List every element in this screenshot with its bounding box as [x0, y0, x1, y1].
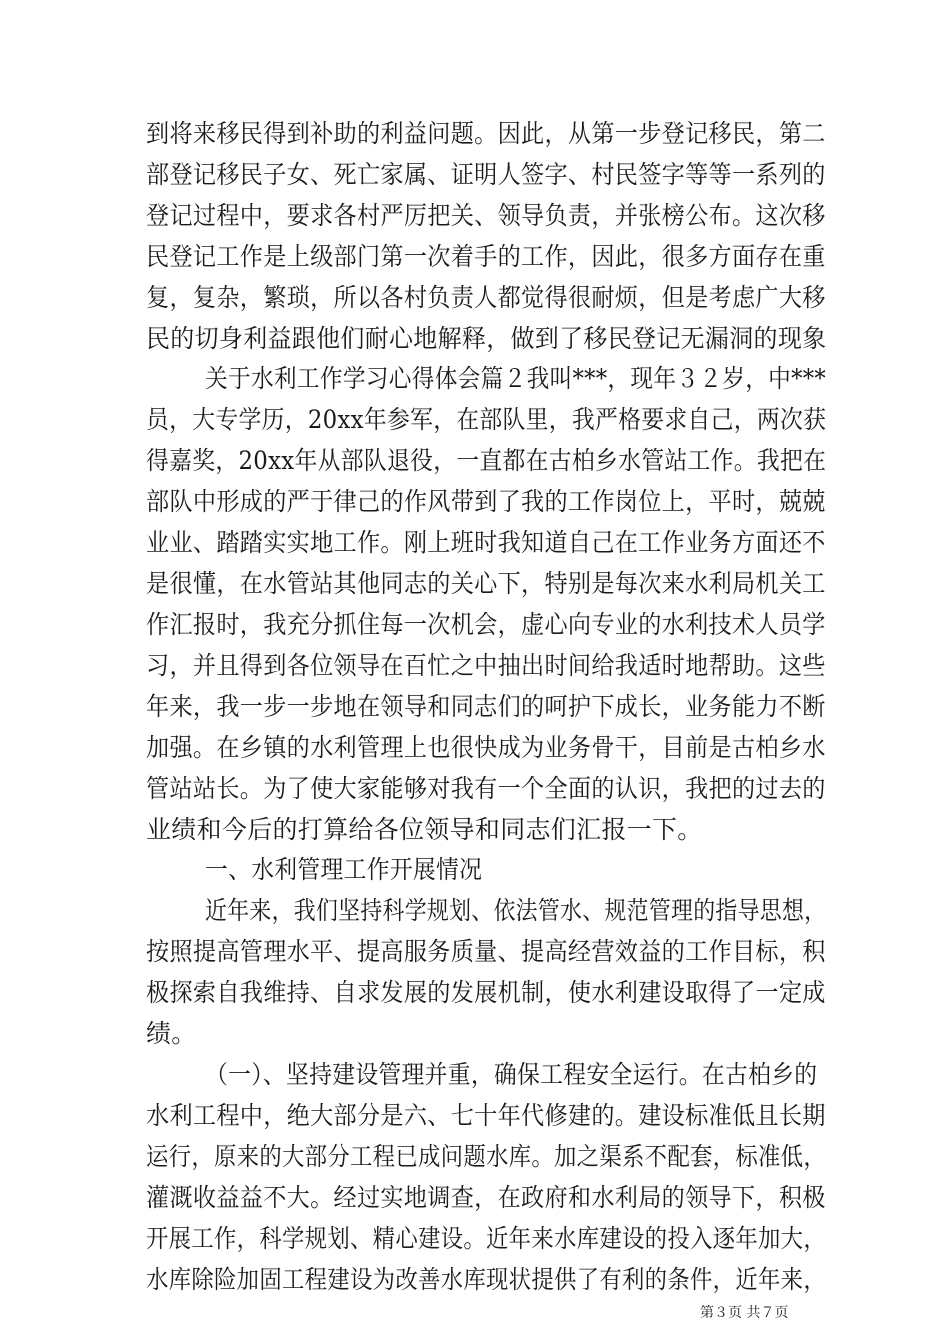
text-line: 业业、踏踏实实地工作。刚上班时我知道自己在工作业务方面还不 — [146, 528, 826, 557]
paragraph-start: （一）、坚持建设管理并重，确保工程安全运行。在古柏乡的 — [205, 1060, 818, 1089]
text-line: 民登记工作是上级部门第一次着手的工作，因此，很多方面存在重 — [146, 242, 826, 271]
text-line: 部队中形成的严于律己的作风带到了我的工作岗位上，平时，兢兢 — [146, 487, 826, 516]
text-line: 业绩和今后的打算给各位领导和同志们汇报一下。 — [146, 815, 703, 844]
text-line: 加强。在乡镇的水利管理上也很快成为业务骨干，目前是古柏乡水 — [146, 733, 826, 762]
text-line: 复，复杂，繁琐，所以各村负责人都觉得很耐烦，但是考虑广大移 — [146, 283, 826, 312]
text-line: 按照提高管理水平、提高服务质量、提高经营效益的工作目标，积 — [146, 937, 826, 966]
text-line: 极探索自我维持、自求发展的发展机制，使水利建设取得了一定成 — [146, 978, 826, 1007]
text-line: 到将来移民得到补助的利益问题。因此，从第一步登记移民，第二 — [146, 119, 826, 148]
text-line: 登记过程中，要求各村严厉把关、领导负责，并张榜公布。这次移 — [146, 201, 826, 230]
text-line: 灌溉收益益不大。经过实地调查，在政府和水利局的领导下，积极 — [146, 1183, 826, 1212]
text-line: 绩。 — [146, 1019, 197, 1048]
page-number: 第３页 共７页 — [700, 1305, 789, 1321]
text-line: 民的切身利益跟他们耐心地解释，做到了移民登记无漏洞的现象 — [146, 324, 827, 353]
text-line: 员，大专学历，20xx年参军，在部队里，我严格要求自己，两次获 — [146, 405, 827, 434]
text-line: 部登记移民子女、死亡家属、证明人签字、村民签字等等一系列的 — [146, 160, 826, 189]
text-line: 开展工作，科学规划、精心建设。近年来水库建设的投入逐年加大， — [146, 1224, 827, 1253]
paragraph-start: 关于水利工作学习心得体会篇２我叫***，现年３２岁，中*** — [205, 364, 827, 393]
section-heading: 一、水利管理工作开展情况 — [205, 855, 483, 884]
text-line: 管站站长。为了使大家能够对我有一个全面的认识，我把的过去的 — [146, 774, 826, 803]
text-line: 年来，我一步一步地在领导和同志们的呵护下成长，业务能力不断 — [146, 692, 826, 721]
paragraph-start: 近年来，我们坚持科学规划、依法管水、规范管理的指导思想， — [205, 896, 827, 925]
text-line: 得嘉奖，20xx年从部队退役，一直都在古柏乡水管站工作。我把在 — [146, 446, 827, 475]
text-line: 作汇报时，我充分抓住每一次机会，虚心向专业的水利技术人员学 — [146, 610, 826, 639]
text-line: 习，并且得到各位领导在百忙之中抽出时间给我适时地帮助。这些 — [146, 651, 826, 680]
text-line: 运行，原来的大部分工程已成问题水库。加之渠系不配套，标准低， — [146, 1142, 827, 1171]
text-line: 水利工程中，绝大部分是六、七十年代修建的。建设标准低且长期 — [146, 1101, 826, 1130]
text-line: 水库除险加固工程建设为改善水库现状提供了有利的条件，近年来， — [146, 1265, 827, 1294]
text-line: 是很懂，在水管站其他同志的关心下，特别是每次来水利局机关工 — [146, 569, 826, 598]
